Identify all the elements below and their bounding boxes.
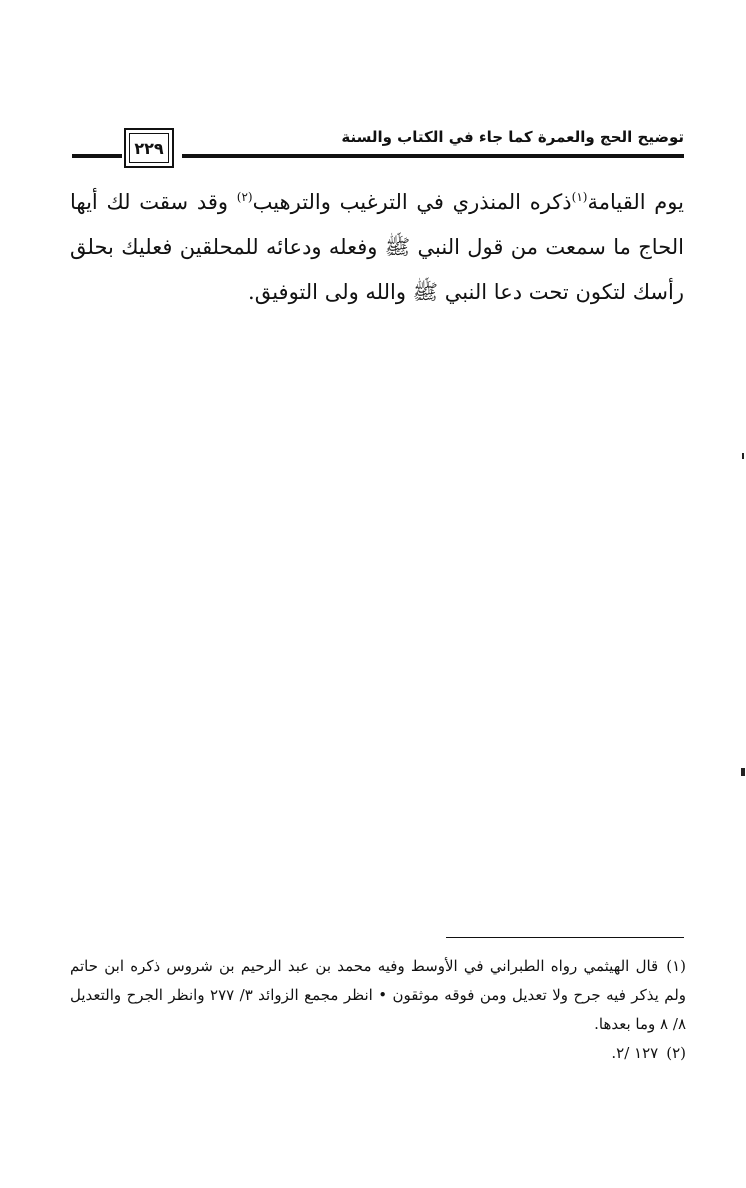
footnote-number: (٢) [666,1044,686,1062]
body-text-segment: وقد سقت لك أيها الحاج ما سمعت من قول النبي ﷺ وفعله ودعائه للمحلقين فعليك بحلق رأسك لتكون تحت دعا النبي ﷺ والله ولى التوفيق. [70,190,684,304]
scan-speck [741,768,745,776]
footnote-ref-1[interactable]: (١) [571,190,588,204]
running-header-title: توضيح الحج والعمرة كما جاء في الكتاب والسنة [341,128,684,146]
footnote-2 [70,1039,686,1068]
header-rule [182,154,684,158]
page-number-frame [124,128,174,168]
footnote-text: قال الهيثمي رواه الطبراني في الأوسط وفيه محمد بن عبد الرحيم بن شروس ذكره ابن حاتم ولم يذكر فيه جرح ولا تعديل ومن فوقه موثقون • انظر مجمع الزوائد ٣/ ٢٧٧ وانظر الجرح والتعديل ٨/ ٨ وما بعدها. [70,957,687,1033]
main-text [70,180,684,315]
page-number: ٢٢٩ [129,133,169,163]
body-text-segment: ذكره المنذري في الترغيب والترهيب [252,190,572,214]
footnotes [70,952,686,1068]
footnote-text: ١٢٧ /٢. [611,1044,659,1062]
body-text-segment: يوم القيامة [587,190,684,214]
footnote-ref-2[interactable]: (٢) [236,190,253,204]
footnote-1 [70,952,686,1039]
body-paragraph [70,180,684,315]
header-rule-left [72,154,122,158]
scan-speck [742,453,744,459]
footnote-number: (١) [666,957,686,975]
footnote-separator [446,937,684,938]
